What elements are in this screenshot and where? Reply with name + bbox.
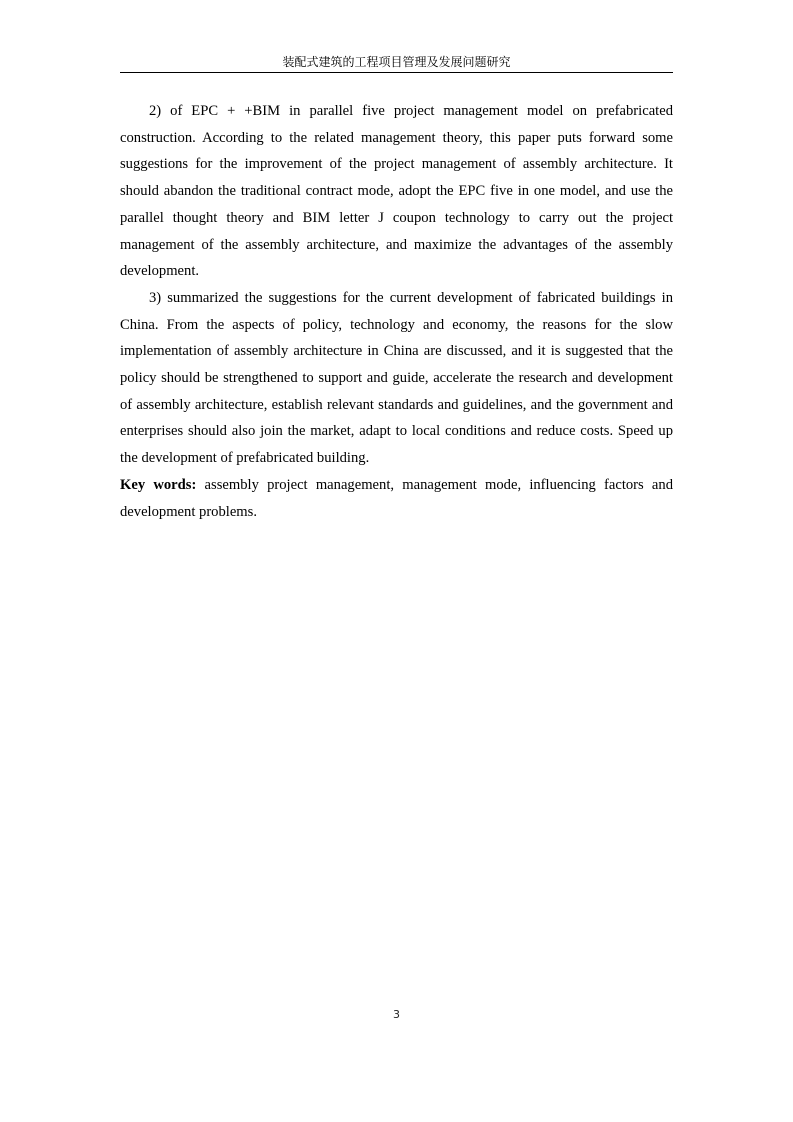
keywords-line	[120, 472, 673, 525]
keywords-text: assembly project management, management mode, influencing factors and development problems.	[120, 476, 674, 520]
keywords-label: Key words:	[120, 476, 197, 493]
running-header: 装配式建筑的工程项目管理及发展问题研究	[282, 55, 511, 69]
abstract-body	[120, 98, 673, 525]
paragraph-3: 3) summarized the suggestions for the current development of fabricated buildings in China. From the aspects of policy, technology and economy, the reasons for the slow implementation of assembly architecture in China are discussed, and it is suggested that the policy should be strengthened to support and guide, accelerate the research and development of assembly architecture, establish relevant standards and guidelines, and the government and enterprises should also join the market, adapt to local conditions and reduce costs. Speed up the development of prefabricated building.	[120, 289, 673, 467]
page-number: 3	[393, 1008, 400, 1021]
header-rule	[120, 72, 673, 73]
paragraph-2: 2) of EPC + +BIM in parallel five project management model on prefabricated construction. According to the related management theory, this paper puts forward some suggestions for the improvement of the project management of assembly architecture. It should abandon the traditional contract mode, adopt the EPC five in one model, and use the parallel thought theory and BIM letter J coupon technology to carry out the project management of the assembly architecture, and maximize the advantages of the assembly development.	[120, 103, 673, 280]
